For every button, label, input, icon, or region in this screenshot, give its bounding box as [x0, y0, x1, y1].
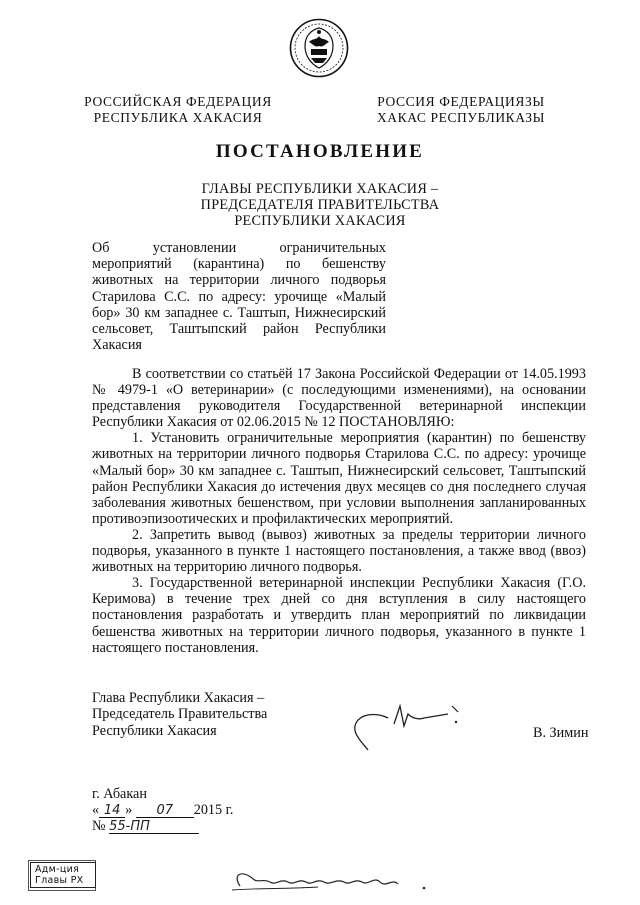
signatory-line2: Председатель Правительства — [92, 706, 268, 723]
number-value: 55-ПП — [109, 820, 199, 834]
item-2-paragraph: 2. Запретить вывод (вывоз) животных за пределы территории личного подворья, указанного в пункте 1 настоящего постановления, а также ввод (ввоз) животных на территорию личного подворья. — [92, 526, 586, 576]
header-left-russian — [80, 94, 276, 126]
date-open-quote: « — [92, 802, 100, 818]
coat-of-arms-icon — [289, 18, 349, 78]
document-subject: Об установлении ограничительных мероприятий (карантина) по бешенству животных на территории личного подворья Старилова С.С. по адресу: урочище «Малый бор» 30 км западнее с. Таштып, Нижнесирский сельсовет, Таштыпский район Республики Хакасия — [92, 240, 386, 354]
item-3-paragraph: 3. Государственной ветеринарной инспекции Республики Хакасия (Г.О. Керимова) в течение трех дней со дня вступления в силу настоящего постановления разработать и утвердить план мероприятий по ликвидации бешенства животных на территории личного подворья, указанного в пункте 1 настоящего постановления. — [92, 575, 586, 656]
document-number — [92, 818, 199, 834]
header-right-line2: ХАКАС РЕСПУБЛИКАЗЫ — [376, 110, 546, 125]
signatory-title — [92, 690, 292, 739]
handwritten-note — [218, 864, 438, 898]
document-title: ПОСТАНОВЛЕНИЕ — [215, 141, 425, 162]
header-right-line1: РОССИЯ ФЕДЕРАЦИЯЗЫ — [377, 94, 545, 109]
signatory-line3: Республики Хакасия — [92, 722, 217, 739]
signatory-name: В. Зимин — [533, 725, 589, 741]
subtitle-line1: ГЛАВЫ РЕСПУБЛИКИ ХАКАСИЯ – — [201, 181, 439, 197]
issue-place: г. Абакан — [92, 786, 147, 802]
item-1-paragraph: 1. Установить ограничительные мероприятия (карантин) по бешенству животных на территории личного подворья Старилова С.С. по адресу: урочище «Малый бор» 30 км западнее с. Таштып, Нижнесирский сельсовет, Таштыпский район Республики Хакасия до истечения двух месяцев со дня последнего случая заболевания животных бешенством, при условии выполнения запланированных противоэпизоотических и профилактических мероприятий. — [92, 430, 586, 527]
subtitle-line2: ПРЕДСЕДАТЕЛЯ ПРАВИТЕЛЬСТВА — [200, 197, 440, 213]
handwritten-signature — [328, 698, 488, 768]
registration-stamp — [30, 862, 96, 888]
number-sign: № — [92, 818, 106, 834]
document-body — [92, 366, 586, 656]
date-day: 14 — [99, 804, 125, 818]
date-year: 2015 г. — [193, 802, 234, 818]
header-left-line2: РЕСПУБЛИКА ХАКАСИЯ — [93, 110, 263, 125]
stamp-line2: Главы РХ — [35, 875, 84, 886]
header-left-line1: РОССИЙСКАЯ ФЕДЕРАЦИЯ — [84, 94, 272, 109]
date-close-quote: » — [125, 802, 133, 818]
header-right-khakas — [368, 94, 554, 126]
stamp-line1: Адм-ция — [35, 864, 80, 875]
preamble-paragraph: В соответствии со статьёй 17 Закона Российской Федерации от 14.05.1993 № 4979-1 «О ветеринарии» (с последующими изменениями), на основании представления руководителя Государственной ветеринарной инспекции Республики Хакасия от 02.06.2015 № 12 ПОСТАНОВЛЯЮ: — [92, 366, 586, 431]
document-subtitle — [160, 181, 480, 229]
issue-date — [92, 802, 233, 818]
date-month: 07 — [136, 804, 194, 818]
signatory-line1: Глава Республики Хакасия – — [92, 690, 265, 706]
subtitle-line3: РЕСПУБЛИКИ ХАКАСИЯ — [234, 213, 406, 229]
